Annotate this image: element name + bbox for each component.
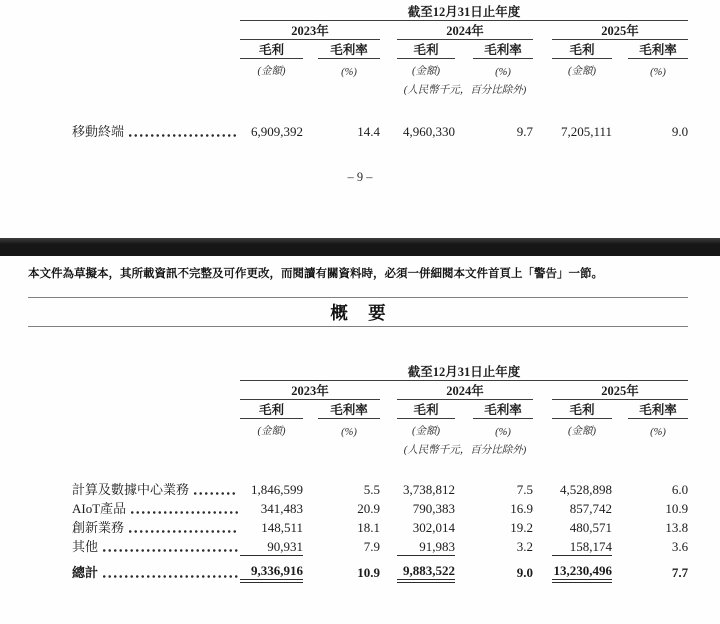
gross-profit-2023: 341,483 <box>260 501 303 516</box>
gross-margin-header: 毛利率 <box>318 400 380 419</box>
gross-profit-2025: 13,230,496 <box>552 555 612 581</box>
section-rule-bottom <box>28 326 688 327</box>
gross-profit-header: 毛利 <box>552 400 612 419</box>
year-header-2025: 2025年 <box>552 21 688 40</box>
gross-margin-2025: 3.6 <box>671 539 689 554</box>
gross-margin-2024: 9.7 <box>516 124 533 139</box>
page-number: – 9 – <box>347 170 373 184</box>
total-row <box>72 555 688 581</box>
gross-profit-2023: 1,846,599 <box>251 482 303 497</box>
gross-profit-2024: 91,983 <box>397 536 455 555</box>
gross-profit-2025: 857,742 <box>569 501 612 516</box>
gross-profit-2024: 9,883,522 <box>397 555 455 581</box>
gross-profit-table-summary <box>72 362 688 583</box>
gross-margin-2025: 10.9 <box>665 501 689 516</box>
gross-profit-header: 毛利 <box>240 40 303 59</box>
amount-subheader: (金額) <box>568 66 596 77</box>
section-rule-top <box>28 297 688 298</box>
year-header-2024: 2024年 <box>397 21 533 40</box>
gross-profit-2025: 480,571 <box>569 520 612 535</box>
amount-subheader: (金額) <box>257 426 286 437</box>
gross-profit-header: 毛利 <box>240 400 303 419</box>
unit-note: (人民幣千元，百分比除外) <box>403 85 527 96</box>
gross-margin-2023: 7.9 <box>363 539 380 554</box>
percent-subheader: (%) <box>495 427 511 438</box>
amount-subheader: (金額) <box>568 426 596 437</box>
amount-subheader: (金額) <box>257 66 286 77</box>
gross-margin-2023: 20.9 <box>357 501 380 516</box>
gross-profit-2024: 4,960,330 <box>403 124 455 139</box>
percent-subheader: (%) <box>650 427 666 438</box>
gross-margin-2024: 3.2 <box>516 539 533 554</box>
gross-margin-header: 毛利率 <box>473 40 533 59</box>
gross-profit-2023: 9,336,916 <box>240 555 303 581</box>
year-header-2023: 2023年 <box>240 381 380 400</box>
row-label: 創新業務 <box>72 520 125 535</box>
gross-margin-2023: 18.1 <box>357 520 380 535</box>
table-row <box>72 479 688 498</box>
table-row <box>72 498 688 517</box>
percent-subheader: (%) <box>650 67 666 78</box>
gross-margin-2023: 14.4 <box>357 124 380 139</box>
period-header: 截至12月31日止年度 <box>240 2 688 21</box>
gross-profit-header: 毛利 <box>397 400 455 419</box>
year-header-2024: 2024年 <box>397 381 533 400</box>
gross-margin-2024: 19.2 <box>510 520 533 535</box>
gross-margin-header: 毛利率 <box>473 400 533 419</box>
gross-margin-2024: 16.9 <box>510 501 533 516</box>
period-header: 截至12月31日止年度 <box>240 362 688 381</box>
dot-leader <box>103 548 238 553</box>
gross-profit-2024: 3,738,812 <box>403 482 455 497</box>
gross-margin-2024: 7.5 <box>516 482 533 497</box>
row-label: 總計 <box>72 565 99 580</box>
gross-margin-2025: 6.0 <box>671 482 689 497</box>
dot-leader <box>129 133 238 138</box>
year-header-2023: 2023年 <box>240 21 380 40</box>
gross-profit-2025: 7,205,111 <box>560 124 612 139</box>
row-label: 其他 <box>72 539 99 554</box>
gross-profit-2025: 158,174 <box>552 536 612 555</box>
percent-subheader: (%) <box>495 67 511 78</box>
gross-margin-2025: 13.8 <box>665 520 689 535</box>
gross-profit-2024: 790,383 <box>412 501 455 516</box>
gross-profit-2023: 148,511 <box>261 520 303 535</box>
year-header-2025: 2025年 <box>552 381 688 400</box>
gross-profit-2023: 90,931 <box>240 536 303 555</box>
amount-subheader: (金額) <box>412 66 440 77</box>
table-row <box>72 536 688 555</box>
gross-margin-2025: 9.0 <box>671 124 689 139</box>
table-row <box>72 517 688 536</box>
section-title: 概 要 <box>330 303 386 323</box>
gross-profit-2025: 4,528,898 <box>560 482 612 497</box>
gross-profit-2024: 302,014 <box>412 520 455 535</box>
gross-profit-2023: 6,909,392 <box>251 124 303 139</box>
gross-margin-header: 毛利率 <box>628 400 688 419</box>
gross-margin-2025: 7.7 <box>671 565 689 580</box>
gross-margin-2024: 9.0 <box>516 565 533 580</box>
unit-note: (人民幣千元，百分比除外) <box>403 445 527 456</box>
row-label: 移動終端 <box>72 124 125 139</box>
dot-leader <box>103 574 238 579</box>
gross-margin-header: 毛利率 <box>628 40 688 59</box>
gross-margin-2023: 10.9 <box>357 565 380 580</box>
dot-leader <box>131 510 238 515</box>
percent-subheader: (%) <box>341 67 357 78</box>
dot-leader <box>194 491 238 496</box>
gross-profit-header: 毛利 <box>552 40 612 59</box>
row-label: 計算及數據中心業務 <box>72 482 190 497</box>
gross-profit-table-top <box>72 2 688 140</box>
dot-leader <box>129 529 238 534</box>
page-separator-bar <box>0 238 720 256</box>
percent-subheader: (%) <box>341 427 357 438</box>
amount-subheader: (金額) <box>412 426 440 437</box>
gross-profit-header: 毛利 <box>397 40 455 59</box>
table-row <box>72 121 688 140</box>
draft-warning-text: 本文件為草擬本，其所載資訊不完整及可作更改，而閱讀有關資料時，必須一併細閱本文件首頁上「警告」一節。 <box>28 268 603 280</box>
row-label: AIoT產品 <box>72 501 127 516</box>
gross-margin-header: 毛利率 <box>318 40 380 59</box>
gross-margin-2023: 5.5 <box>363 482 380 497</box>
